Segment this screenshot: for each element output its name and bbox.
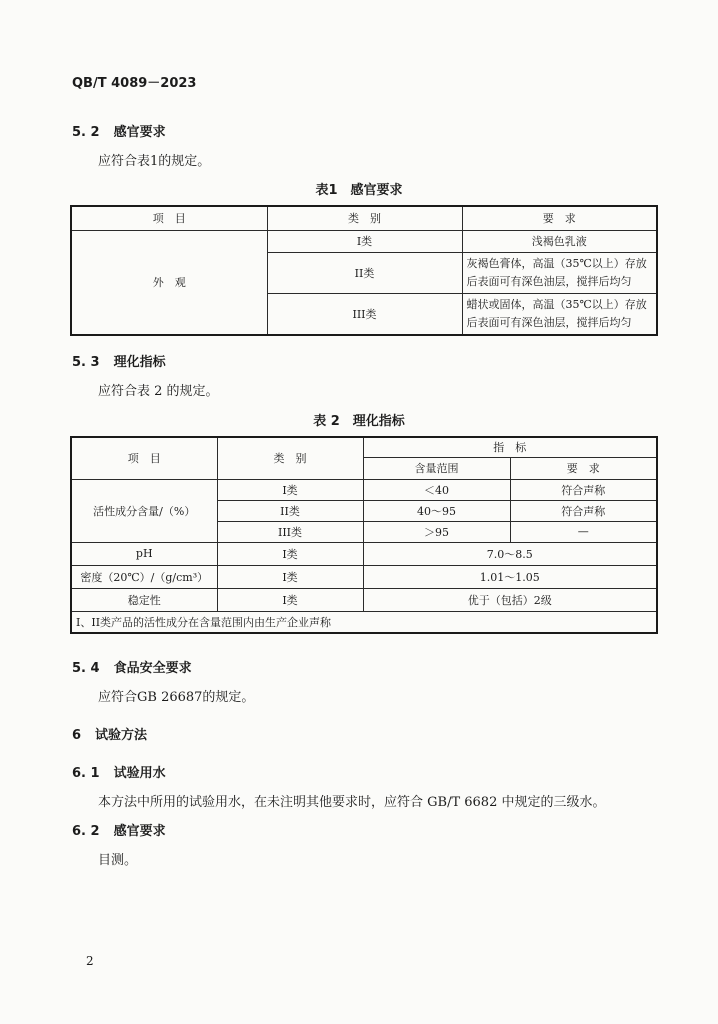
section-6-2-heading [72,820,166,839]
section-number: 5. 4 [72,661,100,676]
section-5-3-text: 应符合表 2 的规定。 [98,384,219,399]
section-title: 理化指标 [113,355,166,370]
t1-header-item: 项 目 [71,206,267,230]
table2-physchem [70,436,658,634]
t2-requirement: 符合声称 [510,500,657,521]
section-number: 5. 2 [72,125,100,140]
t1-header-requirement: 要 求 [462,206,657,230]
t2-header-index: 指 标 [363,437,657,457]
section-6-heading [72,724,147,743]
section-5-2-text: 应符合表1的规定。 [98,154,211,169]
section-title: 感官要求 [113,824,166,839]
t2-note: I、II类产品的活性成分在含量范围内由生产企业声称 [71,611,657,633]
t2-category: I类 [217,565,363,588]
section-5-2-heading [72,121,166,140]
t1-item-appearance: 外 观 [71,230,267,335]
t2-density-value: 1.01～1.05 [363,565,657,588]
t2-header-category: 类 别 [217,437,363,479]
t2-ph: pH [71,542,217,565]
section-6-2-text: 目测。 [98,853,138,868]
t1-category: II类 [267,252,462,293]
t1-requirement: 浅褐色乳液 [462,230,657,252]
section-5-4-text: 应符合GB 26687的规定。 [98,690,255,705]
t2-ph-value: 7.0～8.5 [363,542,657,565]
t1-requirement: 蜡状或固体，高温（35℃以上）存放后表面可有深色油层，搅拌后均匀 [462,293,657,335]
t2-requirement: 符合声称 [510,479,657,500]
section-6-1-text: 本方法中所用的试验用水，在未注明其他要求时，应符合 GB/T 6682 中规定的三级水。 [98,795,606,810]
section-number: 5. 3 [72,355,100,370]
section-title: 试验方法 [95,728,148,743]
t2-header-requirement: 要 求 [510,457,657,479]
t2-category: III类 [217,521,363,542]
page-number: 2 [86,954,94,968]
t2-requirement: — [510,521,657,542]
t2-header-item: 项 目 [71,437,217,479]
section-6-1-heading [72,762,166,781]
t1-header-category: 类 别 [267,206,462,230]
t2-category: II类 [217,500,363,521]
t2-range: 40～95 [363,500,510,521]
section-5-4-heading [72,657,192,676]
t2-stability-value: 优于（包括）2级 [363,588,657,611]
t2-category: I类 [217,588,363,611]
t2-category: I类 [217,542,363,565]
section-title: 食品安全要求 [113,661,192,676]
t1-requirement: 灰褐色膏体，高温（35℃以上）存放后表面可有深色油层，搅拌后均匀 [462,252,657,293]
section-number: 6. 2 [72,824,100,839]
section-title: 感官要求 [113,125,166,140]
t2-category: I类 [217,479,363,500]
t2-active-content: 活性成分含量/（%） [71,479,217,542]
t2-header-range: 含量范围 [363,457,510,479]
table2-caption: 表 2 理化指标 [313,414,405,429]
section-number: 6. 1 [72,766,100,781]
t2-stability: 稳定性 [71,588,217,611]
t2-range: ＞95 [363,521,510,542]
section-title: 试验用水 [113,766,166,781]
t1-category: I类 [267,230,462,252]
table1-sensory [70,205,658,336]
t2-density: 密度（20℃）/（g/cm³） [71,565,217,588]
standard-number: QB/T 4089－2023 [72,76,197,91]
table1-caption: 表1 感官要求 [315,183,403,198]
section-5-3-heading [72,351,166,370]
section-number: 6 [72,728,82,743]
t1-category: III类 [267,293,462,335]
t2-range: ＜40 [363,479,510,500]
